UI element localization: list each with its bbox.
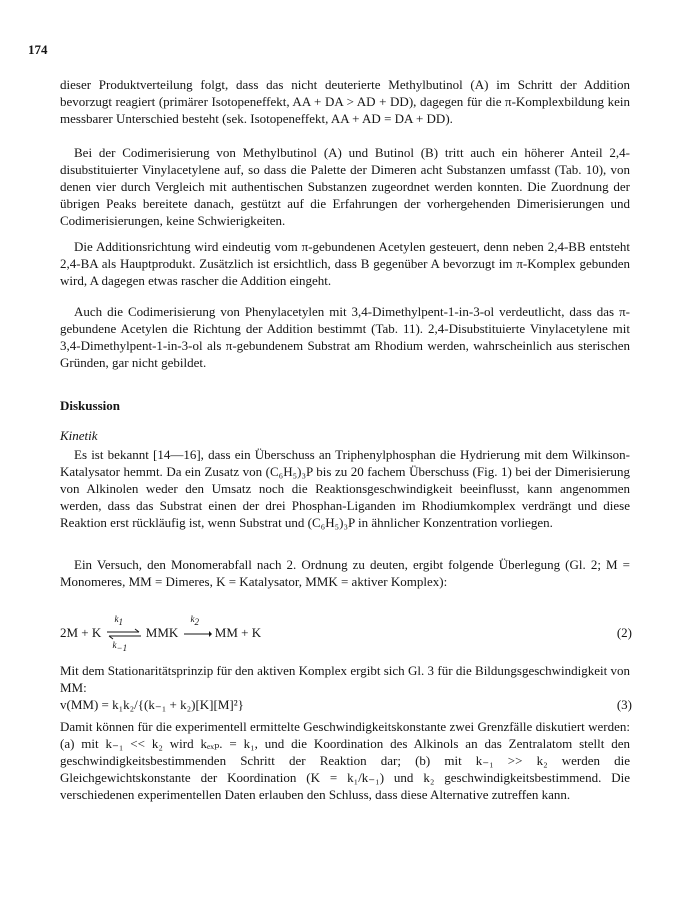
paragraph-text: Damit können für die experimentell ermittelte Geschwindigkeitskonstante zwei Grenzfälle diskutiert werden: (a) mit k₋₁ << k₂ wird kₑₓₚ. = k₁, und die Koordination des Alkinols an das Zentralatom stellt den geschwindigkeitsbestimmenden Schritt der Reaktion dar; (b) mit k₋₁ >> k₂ werden die Gleichgewichtskonstante der Koordination (K = k₁/k₋₁) und k₂ geschwindigkeitsbestimmend. Die verschiedenen experimentellen Daten erlauben den Schluss, dass diese Alternative zutreffen kann. [60, 719, 630, 802]
paragraph-text: Es ist bekannt [14—16], dass ein Überschuss an Triphenylphosphan die Hydrierung mit dem Wilkinson-Katalysator hemmt. Da ein Zusatz von (C₆H₅)₃P bis zu 20 fachem Überschuss (Fig. 1) bei der Dimerisierung von Alkinolen weder den Umsatz noch die Reaktionsgeschwindigkeit beeinflusst, kann angenommen werden, dass das Substrat einen der drei Phosphan-Liganden im Rhodiumkomplex verdrängt und diese Reaktion erst rückläufig ist, wenn Substrat und (C₆H₅)₃P in ähnlicher Konzentration vorliegen. [60, 447, 630, 530]
reaction-arrow [182, 614, 212, 642]
subsection-heading: Kinetik [60, 428, 98, 443]
paragraph-1 [60, 76, 630, 127]
equilibrium-arrow [105, 614, 143, 653]
paragraph-text: dieser Produktverteilung folgt, dass das nicht deuterierte Methylbutinol (A) im Schritt der Addition bevorzugt reagiert (primärer Isotopeneffekt, AA + DA > AD + DD), dagegen für die π-Komplexbildung kein messbarer Unterschied besteht (sek. Isotopeneffekt, AA + AD = DA + DD). [60, 77, 630, 126]
eq3-expression: v(MM) = k₁k₂/{(k₋₁ + k₂)[K][M]²} [60, 697, 244, 712]
paragraph-2 [60, 144, 630, 229]
right-arrow-icon [182, 626, 212, 642]
paragraph-text: Mit dem Stationaritätsprinzip für den aktiven Komplex ergibt sich Gl. 3 für die Bildungsgeschwindigkeit von MM: [60, 663, 630, 695]
paragraph-5 [60, 446, 630, 531]
paragraph-7 [60, 662, 630, 696]
equation-number: (3) [616, 697, 632, 712]
paragraph-text: Auch die Codimerisierung von Phenylacetylen mit 3,4-Dimethylpent-1-in-3-ol verdeutlicht, dass das π-gebundene Acetylen die Richtung der Addition bestimmt (Tab. 11). 2,4-Disubstituierte Vinylacetylene mit 3,4-Dimethylpent-1-in-3-ol als π-gebundenem Substrat am Rhodium werden, wahrscheinlich aus sterischen Gründen, gar nicht gebildet. [60, 304, 630, 370]
equation-2 [60, 614, 632, 653]
eq2-rhs: MM + K [214, 625, 262, 640]
k-minus1-label: $k_{-1}$ [112, 640, 128, 653]
eq2-mid: MMK [145, 625, 179, 640]
k1-label: $k_1$ [114, 614, 124, 627]
paragraph-3 [60, 238, 630, 289]
paragraph-4 [60, 303, 630, 371]
paragraph-text: Die Additionsrichtung wird eindeutig vom π-gebundenen Acetylen gesteuert, denn neben 2,4-BB entsteht 2,4-BA als Hauptprodukt. Zusätzlich ist ersichtlich, dass B gegenüber A bevorzugt im π-Komplex gebunden wird, A dagegen etwas rascher die Addition eingeht. [60, 239, 630, 288]
paragraph-text: Ein Versuch, den Monomerabfall nach 2. Ordnung zu deuten, ergibt folgende Überlegung (Gl. 2; M = Monomeres, MM = Dimeres, K = Katalysator, MMK = aktiver Komplex): [60, 557, 630, 589]
section-heading: Diskussion [60, 398, 120, 413]
page-number: 174 [28, 42, 48, 57]
paragraph-6 [60, 556, 630, 590]
paragraph-8 [60, 718, 630, 803]
eq2-lhs: 2M + K [60, 625, 102, 640]
k2-label: $k_2$ [190, 614, 200, 627]
equation-number: (2) [616, 625, 632, 640]
paragraph-text: Bei der Codimerisierung von Methylbutinol (A) und Butinol (B) tritt auch ein höherer Anteil 2,4-disubstituierter Vinylacetylene auf, so dass die Palette der Dimeren acht Substanzen umfasst (Tab. 10), von denen vier durch Vergleich mit authentischen Substanzen zugeordnet werden konnten. Die Zuordnung der übrigen Peaks bereitete danach, gestützt auf die Erfahrungen der vorhergehenden Dimerisierungen und Codimerisierungen, keine Schwierigkeiten. [60, 145, 630, 228]
